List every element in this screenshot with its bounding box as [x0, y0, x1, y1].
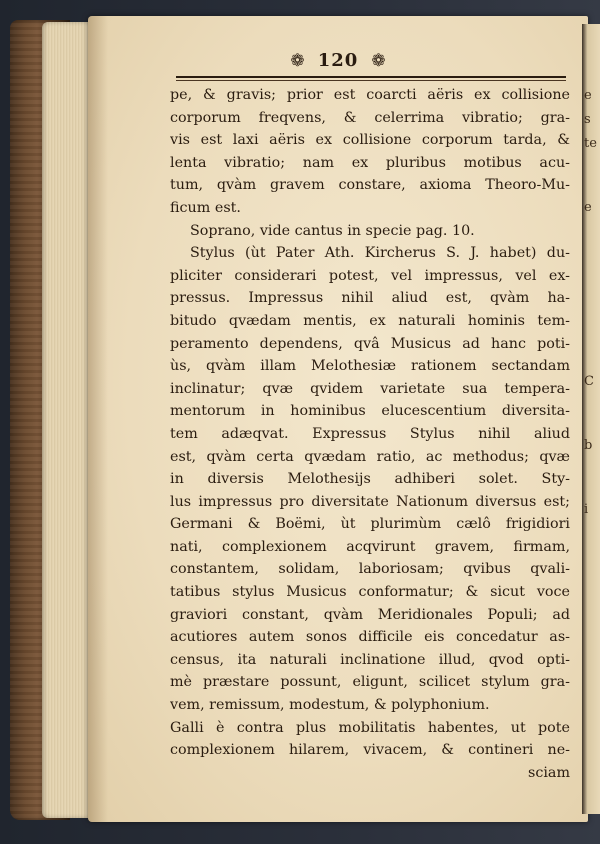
text-line: tum, qvàm gravem constare, axioma Theoro-Mu- — [170, 177, 570, 194]
facing-glyph: e — [584, 88, 592, 103]
facing-glyph: C — [584, 374, 594, 389]
book-page — [88, 16, 588, 822]
catchword: sciam — [528, 764, 570, 781]
header-rule — [176, 76, 566, 78]
text-line: complexionem hilarem, vivacem, & contineri ne- — [170, 742, 570, 759]
facing-page-edge — [582, 24, 600, 814]
text-line: graviori constant, qvàm Meridionales Populi; ad — [170, 606, 570, 623]
page-header — [88, 50, 588, 71]
text-line: inclinatur; qvæ qvidem varietate sua tempera- — [170, 380, 570, 397]
text-line: Stylus (ùt Pater Ath. Kircherus S. J. habet) du- — [190, 245, 570, 262]
text-line: pliciter considerari potest, vel impressus, vel ex- — [170, 267, 570, 284]
text-line: census, ita naturali inclinatione illud, qvod opti- — [170, 651, 570, 668]
text-line: acutiores autem sonos difficile eis concedatur as- — [170, 629, 570, 646]
text-line: tem adæqvat. Expressus Stylus nihil aliud — [170, 425, 570, 442]
text-line: bitudo qvædam mentis, ex naturali hominis tem- — [170, 312, 570, 329]
page-text — [170, 84, 570, 784]
text-line: lenta vibratio; nam ex pluribus motibus acu- — [170, 154, 570, 171]
gutter-shadow — [88, 16, 108, 822]
text-line: Germani & Boëmi, ùt plurimùm cælô frigidiori — [170, 516, 570, 533]
text-line: in diversis Melothesijs adhiberi solet. Sty- — [170, 471, 570, 488]
text-line: vem, remissum, modestum, & polyphonium. — [170, 697, 490, 714]
text-line: Soprano, vide cantus in specie pag. 10. — [190, 222, 475, 239]
header-rule-secondary — [176, 80, 566, 81]
text-line: ùs, qvàm illam Melothesiæ rationem sectandam — [170, 358, 570, 375]
text-line: vis est laxi aëris ex collisione corporum tarda, & — [170, 132, 570, 149]
text-line: corporum freqvens, & celerrima vibratio; gra- — [170, 109, 570, 126]
page-number: 120 — [317, 50, 359, 71]
text-line: mentorum in hominibus elucescentium diversita- — [170, 403, 570, 420]
facing-glyph: s — [584, 112, 591, 127]
text-line: ficum est. — [170, 199, 241, 216]
facing-glyph: i — [584, 502, 589, 517]
text-line: pressus. Impressus nihil aliud est, qvàm ha- — [170, 290, 570, 307]
text-line: Galli è contra plus mobilitatis habentes, ut pote — [170, 719, 570, 736]
ornament-right-icon: ❁ — [371, 50, 386, 71]
text-line: mè præstare possunt, eligunt, scilicet stylum gra- — [170, 674, 570, 691]
facing-glyph: te — [584, 136, 597, 151]
text-line: lus impressus pro diversitate Nationum diversus est; — [170, 493, 570, 510]
text-line: peramento dependens, qvâ Musicus ad hanc poti- — [170, 335, 570, 352]
text-line: constantem, solidam, laboriosam; qvibus qvali- — [170, 561, 570, 578]
text-line: est, qvàm certa qvædam ratio, ac methodus; qvæ — [170, 448, 570, 465]
text-line: tatibus stylus Musicus conformatur; & sicut voce — [170, 584, 570, 601]
ornament-left-icon: ❁ — [290, 50, 305, 71]
facing-glyph: b — [584, 438, 593, 453]
facing-glyph: e — [584, 200, 592, 215]
facing-page-glyphs — [584, 24, 598, 522]
text-line: nati, complexionem acqvirunt gravem, firmam, — [170, 538, 570, 555]
text-line: pe, & gravis; prior est coarcti aëris ex collisione — [170, 87, 570, 103]
